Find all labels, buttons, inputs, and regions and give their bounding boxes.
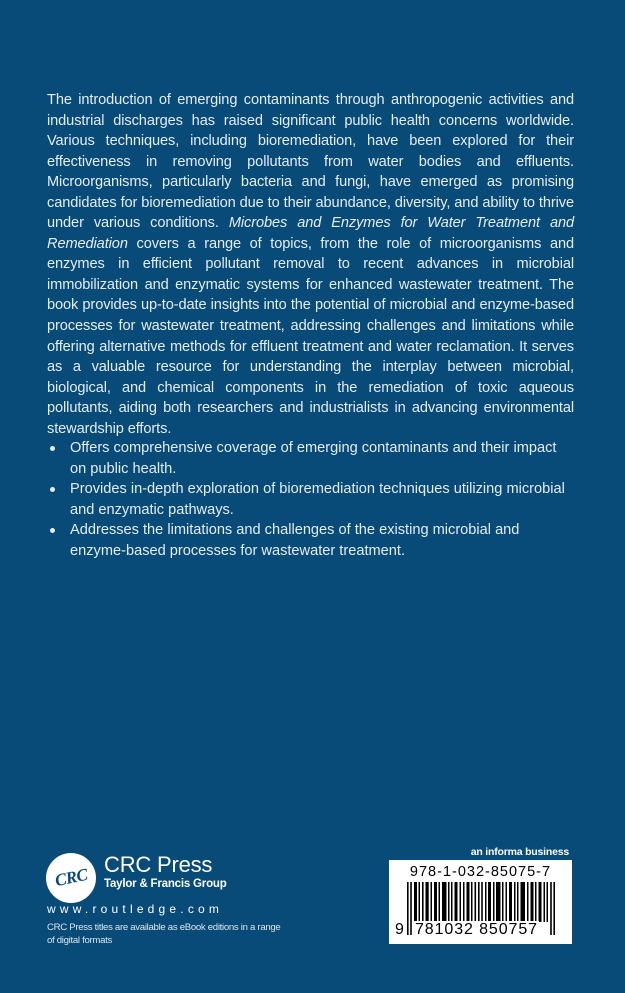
description-part-2: covers a range of topics, from the role of microorganisms and enzymes in efficient pollutant removal to recent advances in microbial immobilization and enzymatic systems for enhanced wastewater treatment. The book provides up-to-date insights into the potential of microbial and enzyme-based processes for wastewater treatment, addressing challenges and limitations while offering alternative methods for effluent treatment and water reclamation. It serves as a valuable resource for understanding the interplay between microbial, biological, and chemical components in the remediation of toxic aqueous pollutants, aiding both researchers and industrialists in advancing environmental stewardship efforts.: [47, 235, 574, 437]
publisher-name: CRC Press: [104, 852, 213, 877]
ean-digits-text: 781032 850757: [415, 921, 538, 938]
ean-digits: [414, 921, 559, 939]
bullet-text: Provides in-depth exploration of bioremediation techniques utilizing microbial and enzymatic pathways.: [70, 481, 565, 518]
description-part-1: The introduction of emerging contaminants through anthropogenic activities and industrial discharges has raised significant public health concerns worldwide. Various techniques, including bioremediation, have been explored for their effectiveness in removing pollutants from water bodies and effluents. Microorganisms, particularly bacteria and fungi, have emerged as promising candidates for bioremediation due to their abundance, diversity, and ability to thrive under various conditions.: [47, 92, 574, 232]
bullet-icon: [50, 528, 55, 533]
isbn-hyphenated: 978-1-032-85075-7: [409, 864, 552, 880]
publisher-url: www.routledge.com: [47, 902, 224, 916]
book-title-italic: Microbes and Enzymes for Water Treatment and Remediation: [47, 215, 574, 252]
bullet-text: Offers comprehensive coverage of emerging contaminants and their impact on public health.: [70, 440, 557, 477]
informa-tagline: an informa business: [470, 846, 569, 858]
feature-bullet: [47, 520, 567, 561]
feature-bullet: [47, 438, 567, 479]
ean-first-digit: 9: [395, 921, 404, 938]
feature-bullet: [47, 479, 567, 520]
publisher-group: Taylor & Francis Group: [104, 878, 227, 890]
bullet-text: Addresses the limitations and challenges of the existing microbial and enzyme-based processes for wastewater treatment.: [70, 522, 520, 559]
crc-logo-icon: [46, 853, 96, 903]
bullet-icon: [50, 487, 55, 492]
feature-bullet-list: [47, 438, 567, 561]
ebook-note: CRC Press titles are available as eBook editions in a range of digital formats: [47, 922, 281, 946]
isbn-barcode: [389, 860, 572, 944]
book-description: [47, 90, 574, 439]
crc-logo-text: CRC: [53, 864, 89, 891]
bullet-icon: [50, 446, 55, 451]
